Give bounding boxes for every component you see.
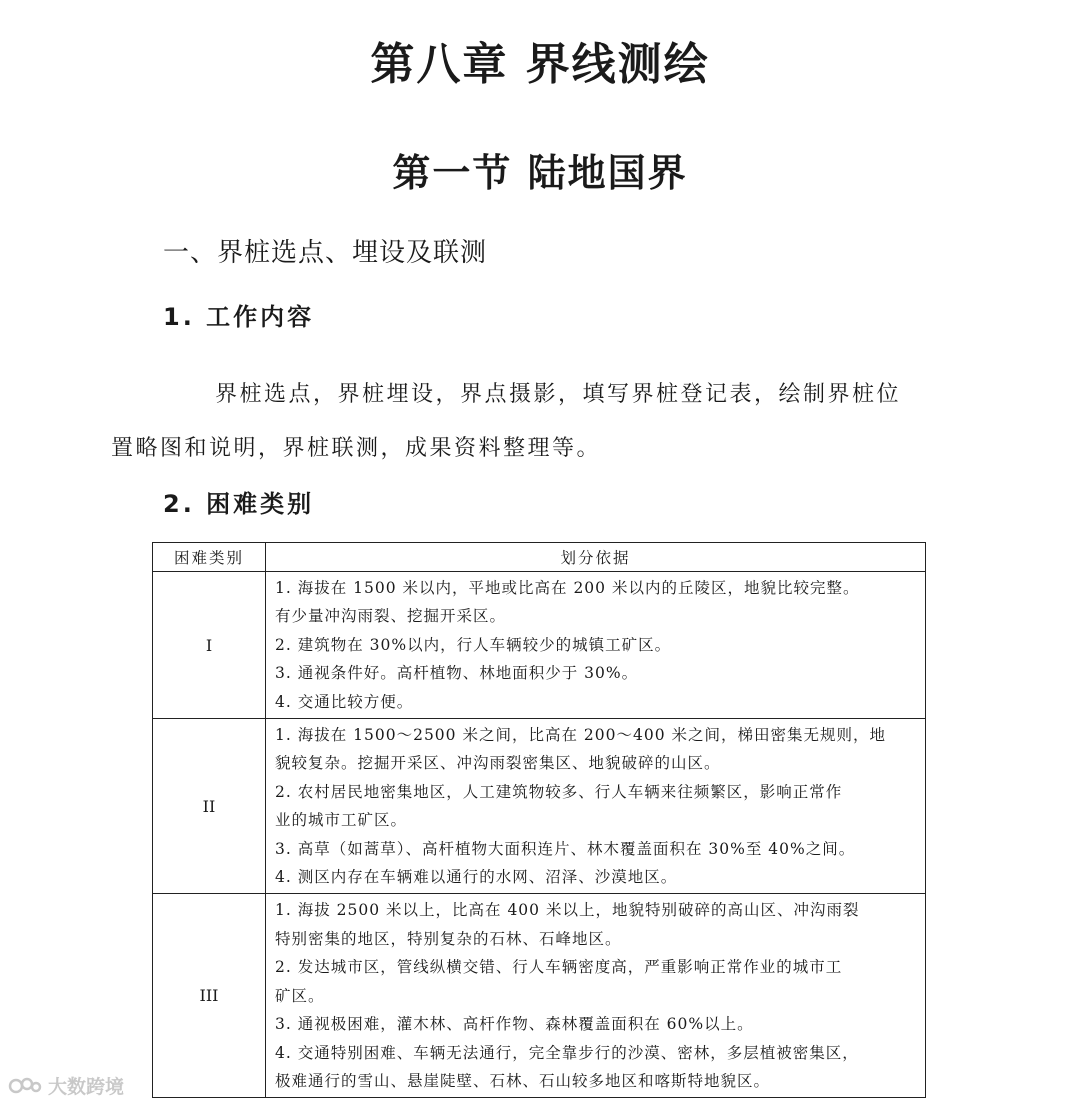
basis-line: 特别密集的地区，特别复杂的石林、石峰地区。	[275, 929, 622, 948]
basis-line: 2. 建筑物在 30%以内，行人车辆较少的城镇工矿区。	[275, 635, 672, 654]
basis-line: 4. 测区内存在车辆难以通行的水网、沼泽、沙漠地区。	[275, 868, 678, 887]
basis-line: 4. 交通比较方便。	[275, 692, 414, 711]
table-header-row	[153, 543, 926, 572]
subsection-title: 一、界桩选点、埋设及联测	[163, 238, 488, 268]
header-basis: 划分依据	[266, 543, 926, 572]
table-row	[153, 719, 926, 894]
difficulty-table	[152, 542, 926, 1098]
section-title: 第一节 陆地国界	[392, 151, 688, 195]
basis-line: 有少量冲沟雨裂、挖掘开采区。	[275, 607, 507, 626]
watermark-text: 大数跨境	[48, 1076, 125, 1098]
basis-line: 极难通行的雪山、悬崖陡壁、石林、石山较多地区和喀斯特地貌区。	[275, 1071, 771, 1090]
basis-line: 3. 通视极困难，灌木林、高杆作物、森林覆盖面积在 60%以上。	[275, 1015, 754, 1034]
table-row	[153, 894, 926, 1098]
basis-line: 1. 海拔在 1500～2500 米之间，比高在 200～400 米之间，梯田密集无规则，地	[275, 726, 886, 745]
basis-line: 矿区。	[275, 986, 325, 1005]
work-content-line: 界桩选点，界桩埋设，界点摄影，填写界桩登记表，绘制界桩位	[215, 382, 902, 407]
table-row	[153, 572, 926, 719]
work-content-paragraph	[111, 368, 923, 476]
category-cell: II	[153, 719, 266, 894]
basis-line: 3. 通视条件好。高杆植物、林地面积少于 30%。	[275, 664, 639, 683]
basis-line: 4. 交通特别困难、车辆无法通行，完全靠步行的沙漠、密林，多层植被密集区，	[275, 1043, 859, 1062]
basis-line: 2. 发达城市区，管线纵横交错、行人车辆密度高，严重影响正常作业的城市工	[275, 958, 843, 977]
chapter-title: 第八章 界线测绘	[370, 39, 710, 90]
basis-cell	[266, 894, 926, 1098]
basis-line: 1. 海拔 2500 米以上，比高在 400 米以上，地貌特别破碎的高山区、冲沟雨裂	[275, 901, 860, 920]
basis-cell	[266, 719, 926, 894]
basis-line: 业的城市工矿区。	[275, 811, 408, 830]
work-content-heading: 1. 工作内容	[163, 303, 315, 331]
watermark-logo-icon	[8, 1075, 42, 1097]
work-content-line: 置略图和说明，界桩联测，成果资料整理等。	[111, 436, 602, 461]
basis-cell	[266, 572, 926, 719]
basis-line: 貌较复杂。挖掘开采区、冲沟雨裂密集区、地貌破碎的山区。	[275, 754, 721, 773]
category-cell: I	[153, 572, 266, 719]
basis-line: 3. 高草（如蒿草）、高杆植物大面积连片、林木覆盖面积在 30%至 40%之间。	[275, 839, 856, 858]
basis-line: 1. 海拔在 1500 米以内，平地或比高在 200 米以内的丘陵区，地貌比较完整。	[275, 579, 860, 597]
category-cell: III	[153, 894, 266, 1098]
difficulty-heading: 2. 困难类别	[163, 490, 315, 518]
basis-line: 2. 农村居民地密集地区，人工建筑物较多、行人车辆来往频繁区，影响正常作	[275, 782, 843, 801]
header-category: 困难类别	[153, 543, 266, 572]
watermark	[8, 1072, 124, 1099]
